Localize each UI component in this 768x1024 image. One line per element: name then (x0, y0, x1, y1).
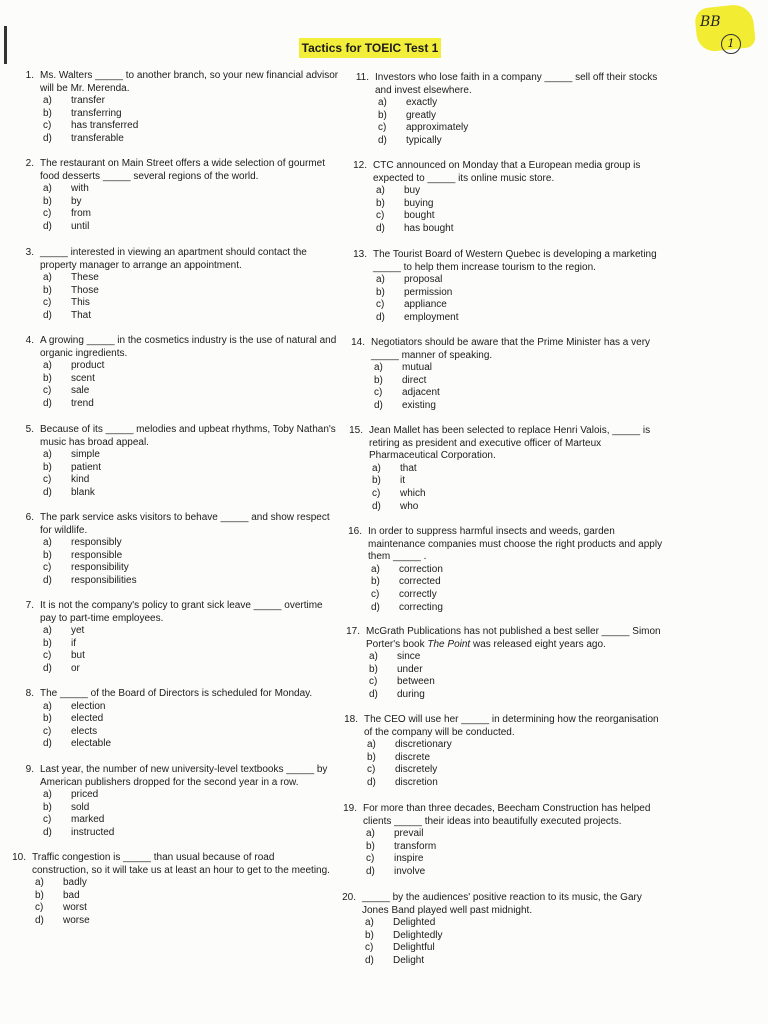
answer-option: c) inspire (366, 853, 424, 865)
answer-option: b) buying (376, 197, 434, 209)
answer-option: d) who (372, 500, 419, 512)
question-7 (25, 600, 340, 676)
question-5 (25, 424, 340, 500)
question-11 (355, 72, 675, 148)
answer-option: c) kind (43, 474, 90, 486)
answer-option: c) Delightful (365, 942, 435, 954)
answer-option: b) permission (376, 286, 453, 298)
answer-option: b) under (369, 663, 423, 675)
answer-option: b) direct (374, 374, 427, 386)
question-9 (25, 764, 340, 840)
question-number: 14. (351, 337, 365, 348)
question-stem: It is not the company's policy to grant sick leave _____ overtime pay to part-time employees. (40, 600, 323, 624)
answer-option: a) transfer (43, 95, 105, 107)
answer-option: a) since (369, 651, 421, 663)
answer-option: b) discrete (367, 751, 431, 763)
answer-option: c) adjacent (374, 387, 440, 399)
answer-option: c) has transferred (43, 120, 139, 132)
answer-option: a) exactly (378, 97, 438, 109)
answer-option: a) proposal (376, 274, 443, 286)
answer-option: d) typically (378, 134, 442, 146)
answer-option: b) elected (43, 713, 104, 725)
question-stem: The park service asks visitors to behave _____ and show respect for wildlife. (40, 512, 330, 536)
question-stem: The _____ of the Board of Directors is scheduled for Monday. (40, 688, 313, 699)
question-stem: Last year, the number of new university-level textbooks _____ by American publishers dropped for the second year in a row. (40, 764, 328, 788)
question-number: 17. (346, 626, 360, 637)
answer-option: d) involve (366, 865, 426, 877)
question-2 (25, 158, 340, 234)
answer-option: a) discretionary (367, 739, 452, 751)
answer-option: d) employment (376, 311, 459, 323)
question-3 (25, 247, 340, 323)
corner-number: 1 (721, 34, 741, 54)
question-18 (344, 714, 664, 790)
answer-option: a) priced (43, 789, 99, 801)
question-stem: The Tourist Board of Western Quebec is developing a marketing _____ to help them increase tourism to the region. (373, 249, 657, 273)
answer-option: d) existing (374, 399, 436, 411)
question-1 (25, 70, 340, 146)
question-number: 11. (355, 72, 369, 83)
answer-option: d) Delight (365, 954, 425, 966)
question-15 (349, 425, 669, 513)
answer-option: a) Delighted (365, 917, 436, 929)
answer-option: b) Delightedly (365, 929, 443, 941)
question-10 (12, 852, 332, 928)
question-number: 15. (349, 425, 363, 436)
answer-option: c) bought (376, 210, 435, 222)
question-6 (25, 512, 340, 588)
answer-option: c) This (43, 297, 90, 309)
corner-mark: BB (700, 14, 721, 30)
answer-option: c) appliance (376, 299, 447, 311)
question-stem: Jean Mallet has been selected to replace Henri Valois, _____ is retiring as president and executive officer of Marteux Pharmaceutical Corporation. (369, 425, 651, 462)
answer-option: c) correctly (371, 588, 437, 600)
answer-option: c) from (43, 208, 91, 220)
question-stem: _____ interested in viewing an apartment should contact the property manager to arrange an appointment. (40, 247, 307, 271)
question-stem: For more than three decades, Beecham Construction has helped clients _____ their ideas into beautifully executed projects. (363, 803, 651, 827)
answer-option: d) trend (43, 397, 94, 409)
question-stem: _____ by the audiences' positive reaction to its music, the Gary Jones Band played well past midnight. (362, 892, 642, 916)
question-number: 9. (25, 764, 34, 775)
question-number: 12. (353, 160, 367, 171)
answer-option: a) simple (43, 449, 100, 461)
answer-option: a) yet (43, 625, 85, 637)
answer-option: d) That (43, 309, 92, 321)
question-number: 6. (25, 512, 34, 523)
question-number: 1. (25, 70, 34, 81)
answer-option: c) approximately (378, 122, 469, 134)
question-number: 7. (25, 600, 34, 611)
answer-option: d) blank (43, 486, 95, 498)
answer-option: c) marked (43, 814, 105, 826)
answer-option: b) Those (43, 284, 99, 296)
answer-option: b) by (43, 195, 82, 207)
answer-option: a) buy (376, 185, 421, 197)
question-20 (342, 892, 662, 968)
question-number: 13. (353, 249, 367, 260)
answer-option: d) instructed (43, 826, 115, 838)
answer-option: d) worse (35, 914, 90, 926)
question-number: 8. (25, 688, 34, 699)
answer-option: c) discretely (367, 764, 438, 776)
answer-option: a) election (43, 700, 106, 712)
answer-option: a) with (43, 183, 89, 195)
question-stem: CTC announced on Monday that a European media group is expected to _____ its online music store. (373, 160, 641, 184)
answer-option: d) transferable (43, 132, 124, 144)
answer-option: b) transform (366, 840, 437, 852)
answer-option: d) correcting (371, 601, 443, 613)
answer-option: b) bad (35, 889, 80, 901)
answer-option: d) electable (43, 738, 112, 750)
answer-option: a) product (43, 360, 105, 372)
page-title: Tactics for TOEIC Test 1 (299, 38, 441, 58)
question-stem: Because of its _____ melodies and upbeat rhythms, Toby Nathan's music has broad appeal. (40, 424, 336, 448)
question-8 (25, 688, 340, 751)
question-14 (351, 337, 671, 413)
question-number: 3. (25, 247, 34, 258)
answer-option: a) badly (35, 877, 87, 889)
answer-option: d) responsibilities (43, 574, 137, 586)
answer-option: c) which (372, 487, 426, 499)
answer-option: b) corrected (371, 576, 441, 588)
question-number: 2. (25, 158, 34, 169)
question-12 (353, 160, 673, 236)
question-stem: The restaurant on Main Street offers a wide selection of gourmet food desserts _____ several regions of the world. (40, 158, 325, 182)
answer-option: c) worst (35, 902, 87, 914)
answer-option: b) responsible (43, 549, 123, 561)
question-stem: In order to suppress harmful insects and weeds, garden maintenance companies must choose the right products and apply them _____ . (368, 526, 663, 563)
answer-option: a) correction (371, 563, 443, 575)
question-4 (25, 335, 340, 411)
question-number: 18. (344, 714, 358, 725)
answer-option: b) it (372, 475, 405, 487)
question-16 (348, 526, 668, 614)
question-stem: Traffic congestion is _____ than usual because of road construction, so it will take us at least an hour to get to the meeting. (32, 852, 330, 876)
answer-option: a) prevail (366, 828, 424, 840)
answer-option: b) sold (43, 801, 90, 813)
answer-option: c) sale (43, 385, 90, 397)
answer-option: c) elects (43, 725, 98, 737)
question-number: 19. (343, 803, 357, 814)
answer-option: d) until (43, 220, 90, 232)
answer-option: c) but (43, 650, 85, 662)
question-13 (353, 249, 673, 325)
question-number: 16. (348, 526, 362, 537)
answer-option: c) responsibility (43, 562, 129, 574)
answer-option: d) during (369, 688, 425, 700)
question-stem: McGrath Publications has not published a best seller _____ Simon Porter's book The Point was released eight years ago. (366, 626, 661, 650)
answer-option: b) scent (43, 372, 95, 384)
answer-option: a) These (43, 272, 99, 284)
question-number: 4. (25, 335, 34, 346)
answer-option: a) that (372, 462, 417, 474)
answer-option: b) greatly (378, 109, 437, 121)
answer-option: d) discretion (367, 776, 438, 788)
question-stem: Ms. Walters _____ to another branch, so your new financial advisor will be Mr. Merenda. (40, 70, 339, 94)
answer-option: d) has bought (376, 222, 454, 234)
question-number: 5. (25, 424, 34, 435)
scan-edge-mark (4, 26, 7, 64)
question-stem: The CEO will use her _____ in determining how the reorganisation of the company will be conducted. (364, 714, 659, 738)
answer-option: b) transferring (43, 107, 122, 119)
question-number: 10. (12, 852, 26, 863)
question-stem: Investors who lose faith in a company _____ sell off their stocks and invest elsewhere. (375, 72, 658, 96)
answer-option: a) responsibly (43, 537, 122, 549)
answer-option: b) if (43, 637, 76, 649)
answer-option: d) or (43, 662, 80, 674)
answer-option: a) mutual (374, 362, 433, 374)
question-stem: A growing _____ in the cosmetics industry is the use of natural and organic ingredients. (40, 335, 337, 359)
question-number: 20. (342, 892, 356, 903)
question-stem: Negotiators should be aware that the Prime Minister has a very _____ manner of speaking. (371, 337, 651, 361)
answer-option: b) patient (43, 461, 102, 473)
question-17 (346, 626, 666, 702)
answer-option: c) between (369, 676, 435, 688)
question-19 (343, 803, 663, 879)
